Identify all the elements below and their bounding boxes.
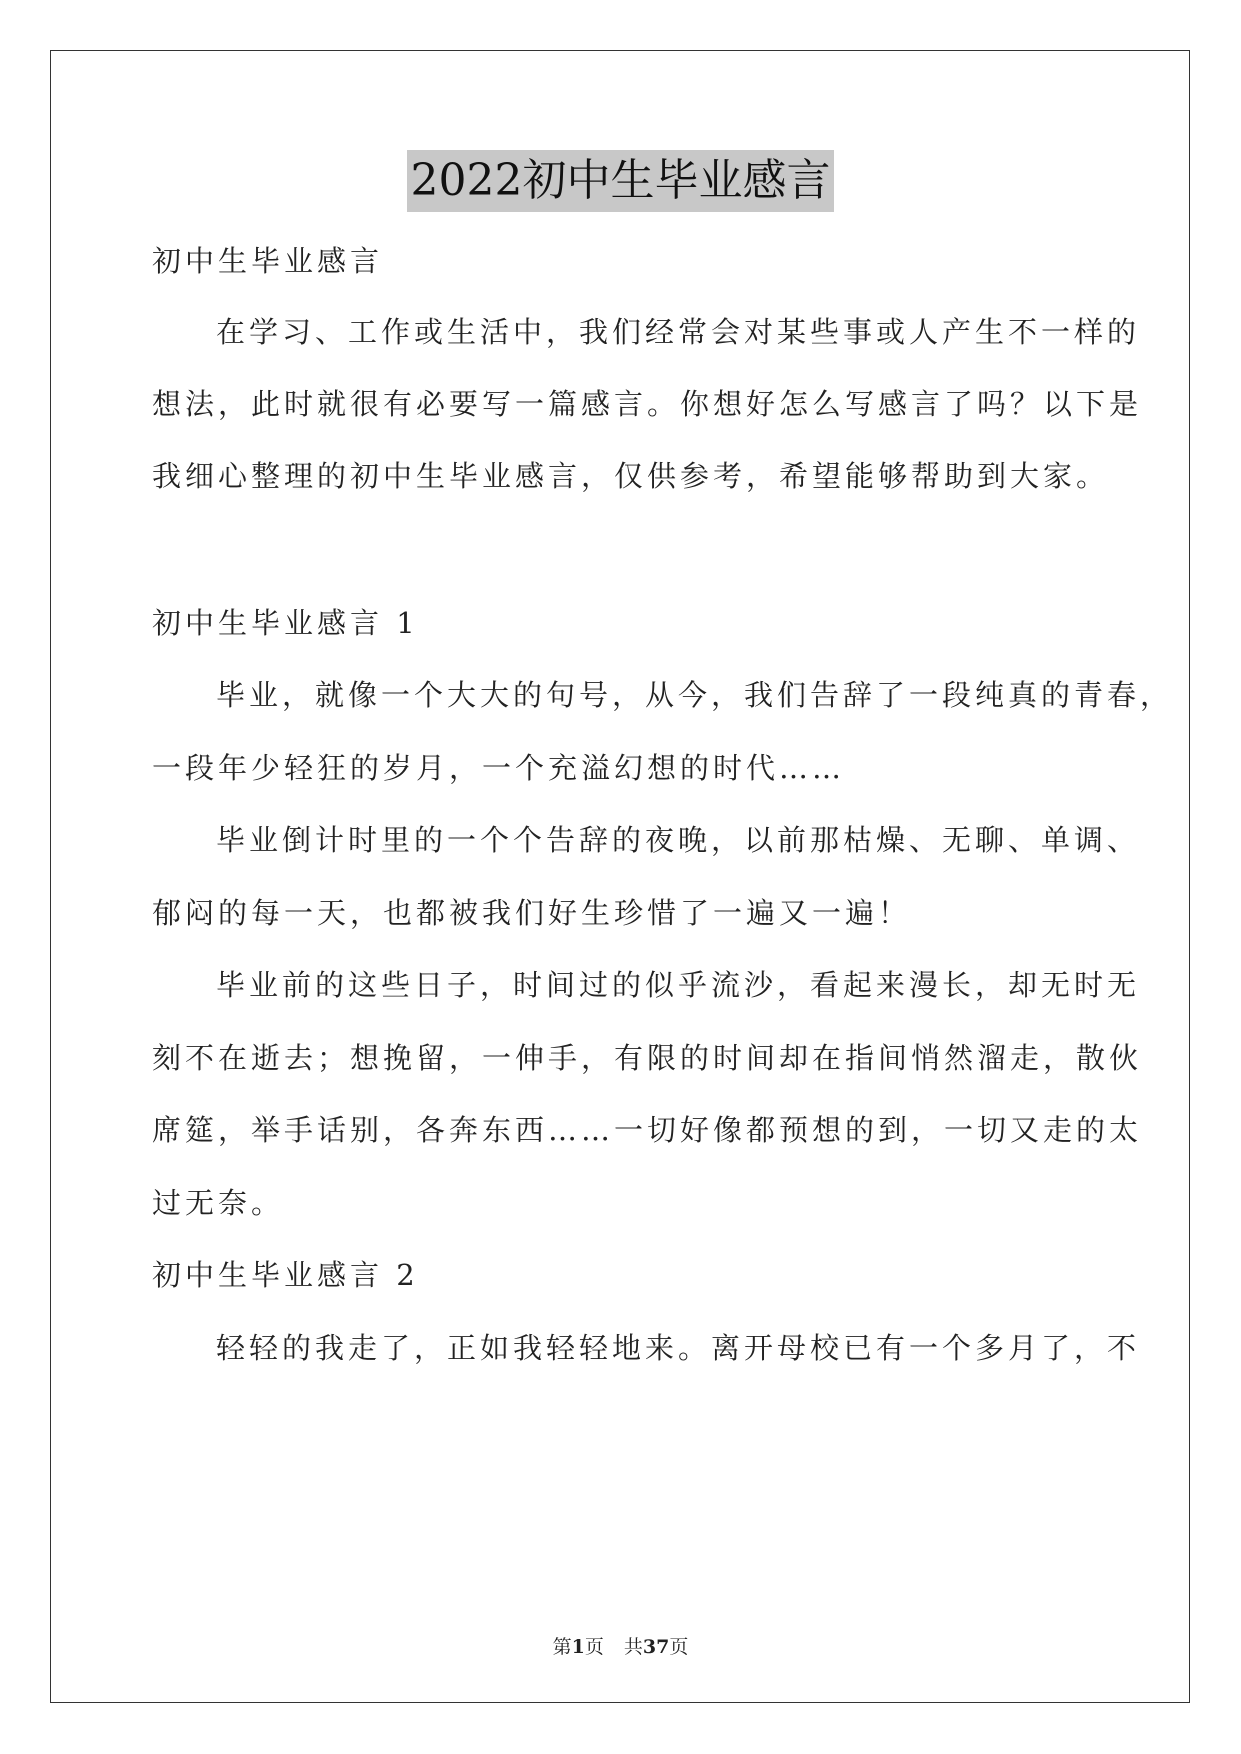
footer-total-prefix: 共 <box>623 1636 643 1658</box>
paragraph-line: 郁闷的每一天，也都被我们好生珍惜了一遍又一遍！ <box>152 896 912 930</box>
paragraph-line: 一段年少轻狂的岁月，一个充溢幻想的时代…… <box>152 751 846 785</box>
footer-page-prefix: 第 <box>552 1636 572 1658</box>
section-heading: 初中生毕业感言 <box>152 244 384 278</box>
section-heading: 初中生毕业感言 2 <box>152 1258 419 1292</box>
paragraph-line: 毕业，就像一个大大的句号，从今，我们告辞了一段纯真的青春， <box>216 678 1174 712</box>
paragraph-line: 轻轻的我走了，正如我轻轻地来。离开母校已有一个多月了，不 <box>216 1331 1141 1365</box>
page-border <box>50 50 1190 1703</box>
document-title: 2022初中生毕业感言 <box>407 150 835 212</box>
paragraph-line: 想法，此时就很有必要写一篇感言。你想好怎么写感言了吗？以下是 <box>152 387 1143 421</box>
paragraph-line: 刻不在逝去；想挽留，一伸手，有限的时间却在指间悄然溜走，散伙 <box>152 1041 1143 1075</box>
footer-total-unit: 页 <box>669 1636 689 1658</box>
footer-page-total: 37 <box>642 1636 670 1658</box>
page-footer <box>0 1632 1241 1659</box>
paragraph-line: 过无奈。 <box>152 1186 285 1220</box>
paragraph-line: 我细心整理的初中生毕业感言，仅供参考，希望能够帮助到大家。 <box>152 459 1110 493</box>
section-heading: 初中生毕业感言 1 <box>152 606 419 640</box>
paragraph-line: 毕业倒计时里的一个个告辞的夜晚，以前那枯燥、无聊、单调、 <box>216 823 1141 857</box>
paragraph-line: 在学习、工作或生活中，我们经常会对某些事或人产生不一样的 <box>216 315 1141 349</box>
paragraph-line: 毕业前的这些日子，时间过的似乎流沙，看起来漫长，却无时无 <box>216 968 1141 1002</box>
footer-page-unit: 页 <box>584 1636 604 1658</box>
paragraph-line: 席筵，举手话别，各奔东西……一切好像都预想的到，一切又走的太 <box>152 1113 1143 1147</box>
title-container <box>0 150 1241 212</box>
footer-page-current: 1 <box>571 1636 585 1658</box>
